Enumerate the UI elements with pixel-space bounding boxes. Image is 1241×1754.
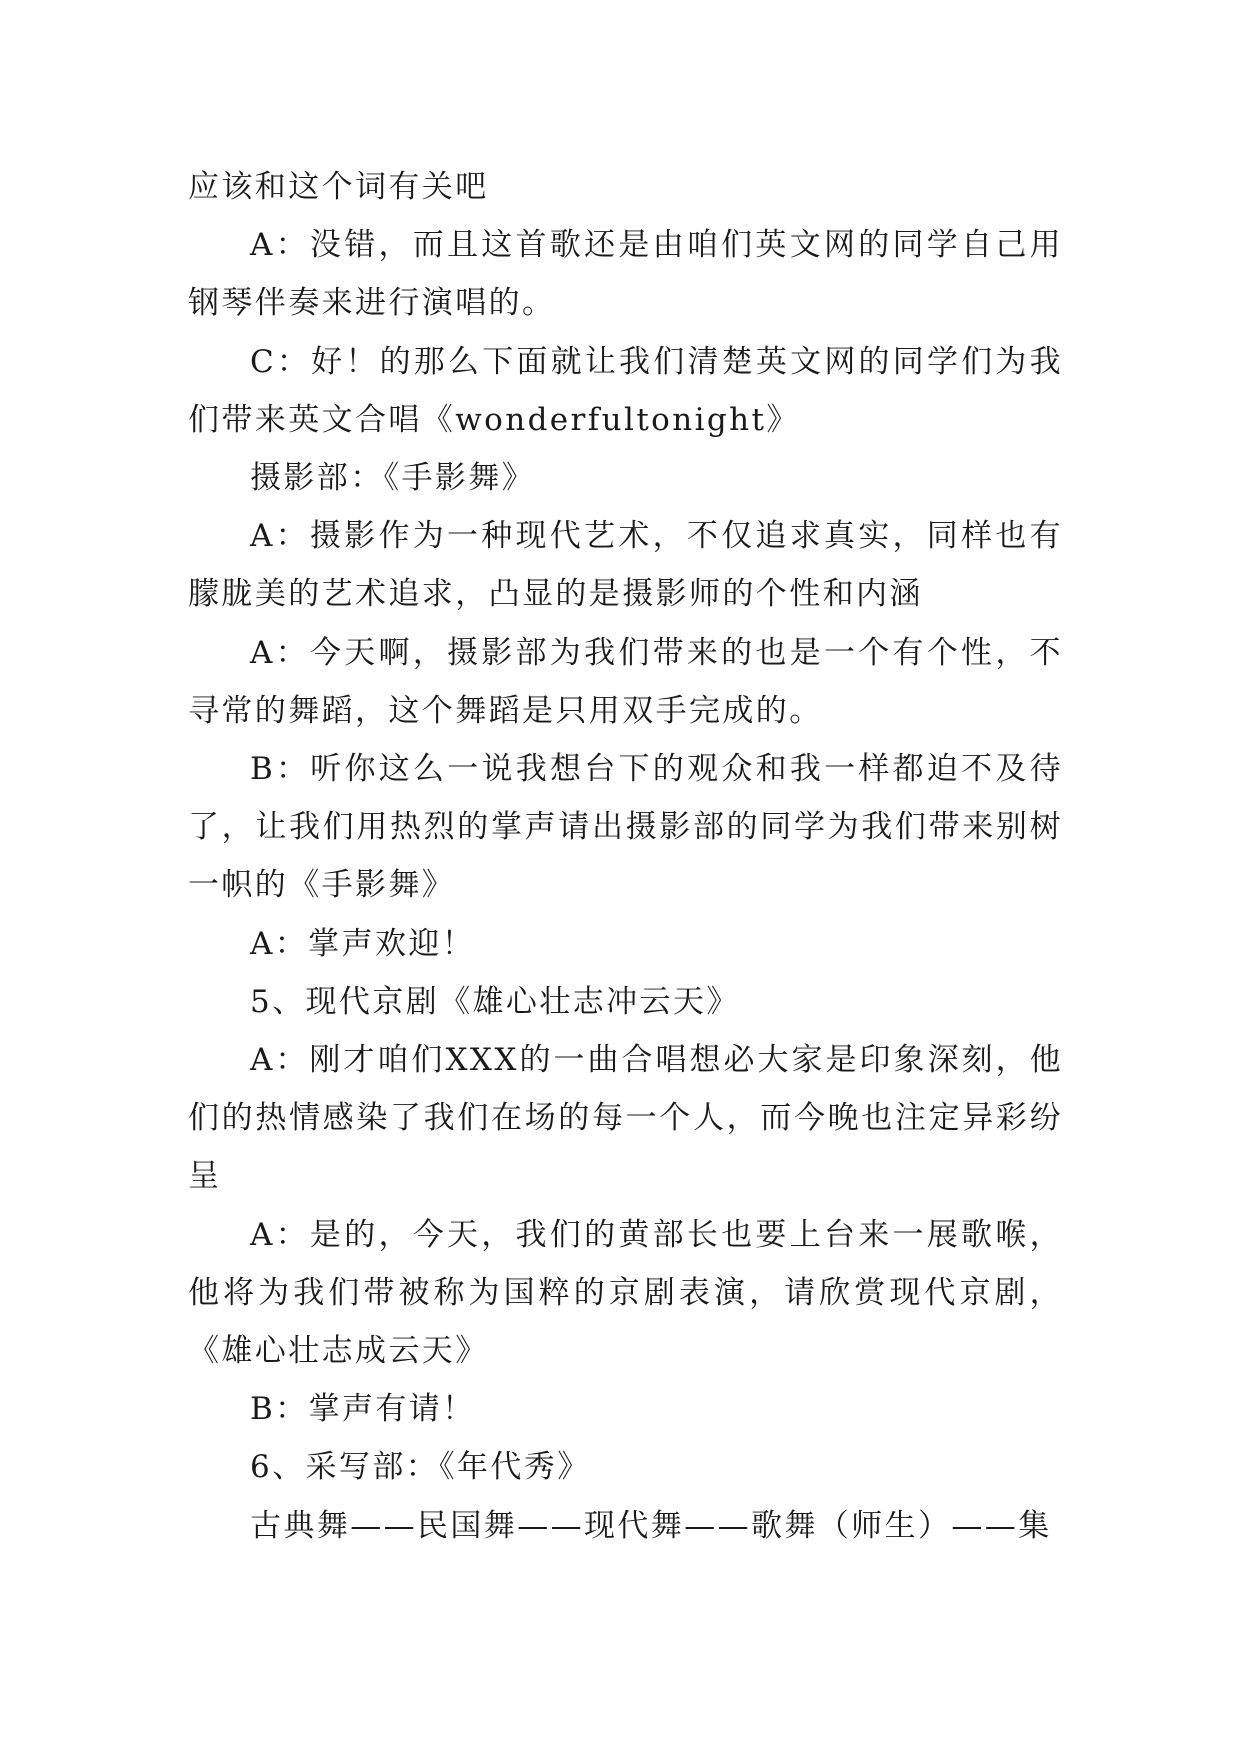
paragraph: B：听你这么一说我想台下的观众和我一样都迫不及待了，让我们用热烈的掌声请出摄影部的同学为我们带来别树一帜的《手影舞》 [188, 751, 1063, 904]
paragraph: 摄影部：《手影舞》 [250, 460, 536, 497]
paragraph: A：摄影作为一种现代艺术，不仅追求真实，同样也有朦胧美的艺术追求，凸显的是摄影师的个性和内涵 [188, 518, 1063, 613]
paragraph: A：掌声欢迎！ [250, 925, 476, 962]
paragraph: C：好！的那么下面就让我们清楚英文网的同学们为我们带来英文合唱《wonderfultonight》 [188, 343, 1063, 438]
section-heading: 6、采写部：《年代秀》 [250, 1449, 591, 1486]
paragraph: A：刚才咱们XXX的一曲合唱想必大家是印象深刻，他们的热情感染了我们在场的每一个人，而今晚也注定异彩纷呈 [188, 1042, 1063, 1195]
paragraph: 应该和这个词有关吧 [188, 169, 489, 205]
paragraph: A：今天啊，摄影部为我们带来的也是一个有个性，不寻常的舞蹈，这个舞蹈是只用双手完成的。 [188, 634, 1063, 729]
paragraph: A：是的，今天，我们的黄部长也要上台来一展歌喉，他将为我们带被称为国粹的京剧表演，请欣赏现代京剧，《雄心壮志成云天》 [188, 1216, 1063, 1370]
document-body [188, 158, 1063, 1555]
paragraph: 古典舞——民国舞——现代舞——歌舞（师生）——集 [250, 1507, 1052, 1544]
paragraph: A：没错，而且这首歌还是由咱们英文网的同学自己用钢琴伴奏来进行演唱的。 [188, 227, 1063, 322]
section-heading: 5、现代京剧《雄心壮志冲云天》 [250, 983, 740, 1020]
paragraph: B：掌声有请！ [250, 1391, 476, 1428]
